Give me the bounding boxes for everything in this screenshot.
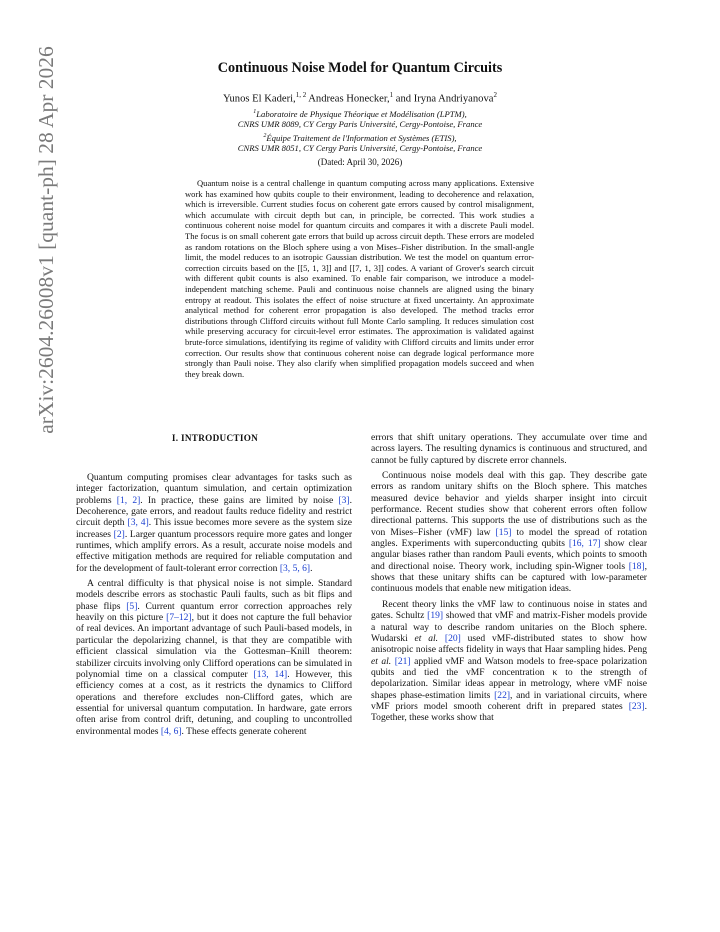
citation-link[interactable]: [3] [338, 494, 350, 506]
affiliation-marker: 1 [253, 109, 257, 115]
emphasis-text: et al. [371, 655, 392, 667]
body-text: Recent theory links the vMF law to continuous noise in states and gates. Schultz [371, 598, 647, 622]
citation-link[interactable]: [18] [628, 560, 645, 572]
dated-line: (Dated: April 30, 2026) [317, 157, 403, 167]
body-text: showed that vMF and matrix-Fisher models provide a natural way to describe random unitaries on the Bloch sphere. Wudarski [371, 610, 647, 644]
citation-link[interactable]: [16, 17] [568, 538, 601, 550]
left-column [76, 472, 352, 737]
affiliation-line [150, 131, 570, 144]
citation-link[interactable]: [5] [126, 600, 138, 612]
arxiv-identifier: arXiv:2604.26008v1 [quant-ph] 28 Apr 2026 [34, 46, 58, 434]
arxiv-sidebar [14, 46, 58, 660]
citation-link[interactable]: [7–12] [166, 612, 192, 624]
paper-title: Continuous Noise Model for Quantum Circuits [217, 60, 503, 76]
emphasis-text: et al. [414, 632, 439, 644]
body-text: . [310, 562, 313, 574]
paragraph [371, 470, 647, 595]
author-name: Yunos El Kaderi, [223, 93, 296, 105]
body-text: , and in variational circuits, where vMF priors model smooth coherent drift in prepared states [371, 689, 647, 712]
body-text: applied vMF and Watson models to free-space polarization qubits and tied the vMF concentration κ to the strength of depolarization. Similar ideas appear in metrology, where vMF noise shapes phase-estimation limits [371, 655, 648, 701]
paragraph: errors that shift unitary operations. They accumulate over time and across layers. The resulting dynamics is continuous and structured, and cannot be fully captured by discrete error channels. [371, 432, 647, 466]
citation-link[interactable]: [3, 4] [127, 517, 149, 529]
body-text: . In practice, these gains are limited by noise [140, 494, 339, 506]
right-column [371, 432, 647, 724]
citation-link[interactable]: [13, 14] [253, 668, 288, 680]
citation-link[interactable]: [21] [394, 655, 411, 667]
body-text: . This issue becomes more severe as the system size increases [76, 517, 352, 540]
citation-link[interactable]: [1, 2] [116, 494, 141, 506]
affiliation-line: CNRS UMR 8089, CY Cergy Paris Université, Cergy-Pontoise, France [237, 119, 483, 129]
citation-link[interactable]: [23] [628, 700, 645, 712]
affiliation-marker: 2 [263, 133, 267, 139]
affiliation-line [150, 107, 570, 120]
abstract: Quantum noise is a central challenge in quantum computing across many applications. Extensive work has examined how qubits couple to their environment, leading to decoherence and relaxation, which is irreversible. Current studies focus on coherent gate errors caused by control misalignment, which accumulate with circuit depth but can, in principle, be corrected. This work studies a continuous coherent noise model for quantum circuits and compares it with a discrete Pauli model. The focus is on small coherent gate errors that build up across circuit depth. These errors are modeled as random rotations on the Bloch sphere using a von Mises–Fisher distribution. In the small-angle limit, the model reduces to an isotropic Gaussian distribution. We test the model on quantum error-correction circuits based on the [[5, 1, 3]] and [[7, 1, 3]] codes. A variant of Grover's search circuit with different qubit counts is also examined. To enable fair comparison, we introduce a model-independent matching scheme. Pauli and continuous noise channels are aligned using the binary entropy at readout. This isolates the effect of noise structure at fixed uncertainty. An approximate analytical method for coherent error propagation is also developed. The method tracks error distributions through Clifford circuits without full Monte Carlo sampling. It reduces simulation cost while preserving accuracy for circuit-level error estimates. The approximation is validated against brute-force simulations, identifying its regime of validity with Clifford circuits and limits under error correction. Our results show that continuous coherent noise can degrade logical performance more strongly than Pauli noise. They also clarify when simplified propagation models succeed and when they break down. [185, 178, 534, 379]
paragraph [76, 472, 352, 574]
body-text: Quantum computing promises clear advantages for tasks such as integer factorization, quantum simulation, and certain optimization problems [76, 472, 352, 506]
body-text: to model the spread of rotation angles. Experiments with superconducting qubits [371, 526, 648, 550]
body-text: . These effects generate coherent [181, 725, 307, 737]
citation-link[interactable]: [2] [113, 528, 125, 540]
paragraph [371, 599, 647, 724]
author-list [150, 91, 570, 105]
citation-link[interactable]: [15] [495, 526, 512, 538]
body-text: A central difficulty is that physical noise is not simple. Standard models describe errors as stochastic Pauli faults, such as bit flips and phase flips [76, 578, 352, 612]
paragraph [76, 578, 352, 737]
author-affiliation-marker: 1 [389, 91, 394, 99]
body-text: . Decoherence, gate errors, and readout faults reduce fidelity and restrict circuit depth [76, 494, 352, 529]
citation-link[interactable]: [19] [427, 610, 444, 622]
author-affiliation-marker: 2 [493, 91, 497, 99]
citation-link[interactable]: [20] [444, 632, 461, 644]
body-text: . However, this efficiency comes at a cost, as it restricts the dynamics to Clifford operations and therefore excludes non-Clifford gates, which are essential for universal quantum computation. In hardware, gate errors often arise from control drift, detuning, and coupling to uncontrolled environmental modes [76, 668, 352, 737]
body-text [438, 633, 445, 644]
body-text: Continuous noise models deal with this gap. They describe gate errors as random unitary shifts on the Bloch sphere. This matches measured device behavior and yields sharper insight into circuit performance. Recent studies show that coherent errors often follow directional patterns. This supports the use of distributions such as the von Mises–Fisher (vMF) law [371, 470, 647, 538]
author-affiliation-marker: 1, 2 [295, 91, 307, 99]
citation-link[interactable]: [22] [494, 689, 511, 701]
author-name: Andreas Honecker, [306, 93, 390, 105]
body-text: , but it does not capture the full behavior of real devices. An important advantage of such Pauli-based models, in particular the depolarizing channel, is that they are compatible with efficient classical simulation via the Gottesman–Knill theorem: stabilizer circuits involving only Clifford operations can be simulated in polynomial time on a classical computer [76, 612, 352, 680]
body-text: . Larger quantum processors require more gates and longer runtimes, which amplify errors. As a result, accurate noise models and effective mitigation methods are required for reliable computation and for the development of fault-tolerant error correction [76, 528, 352, 574]
citation-link[interactable]: [3, 5, 6] [279, 562, 311, 574]
author-name: and Iryna Andriyanova [393, 93, 494, 105]
body-text: used vMF-distributed states to show how anisotropic noise affects fidelity in ways that Haar sampling hides. Peng [371, 632, 648, 656]
affiliation-text: Laboratoire de Physique Théorique et Modélisation (LPTM), [256, 108, 467, 119]
body-text: . Together, these works show that [371, 700, 647, 724]
section-heading: I. INTRODUCTION [171, 433, 259, 443]
citation-link[interactable]: [4, 6] [160, 725, 182, 737]
body-text: , shows that these unitary shifts can be captured with low-parameter continuous models that enable new mitigation ideas. [371, 560, 647, 595]
affiliation-line: CNRS UMR 8051, CY Cergy Paris Université, Cergy-Pontoise, France [237, 143, 483, 153]
body-text: . Current quantum error correction approaches rely heavily on this picture [76, 600, 352, 624]
body-text: show clear angular biases rather than random Pauli events, which points to smooth and directional noise. Theory work, including spin-Wigner tools [371, 538, 647, 572]
affiliation-text: Équipe Traitement de l'Information et Systèmes (ETIS), [266, 132, 457, 143]
